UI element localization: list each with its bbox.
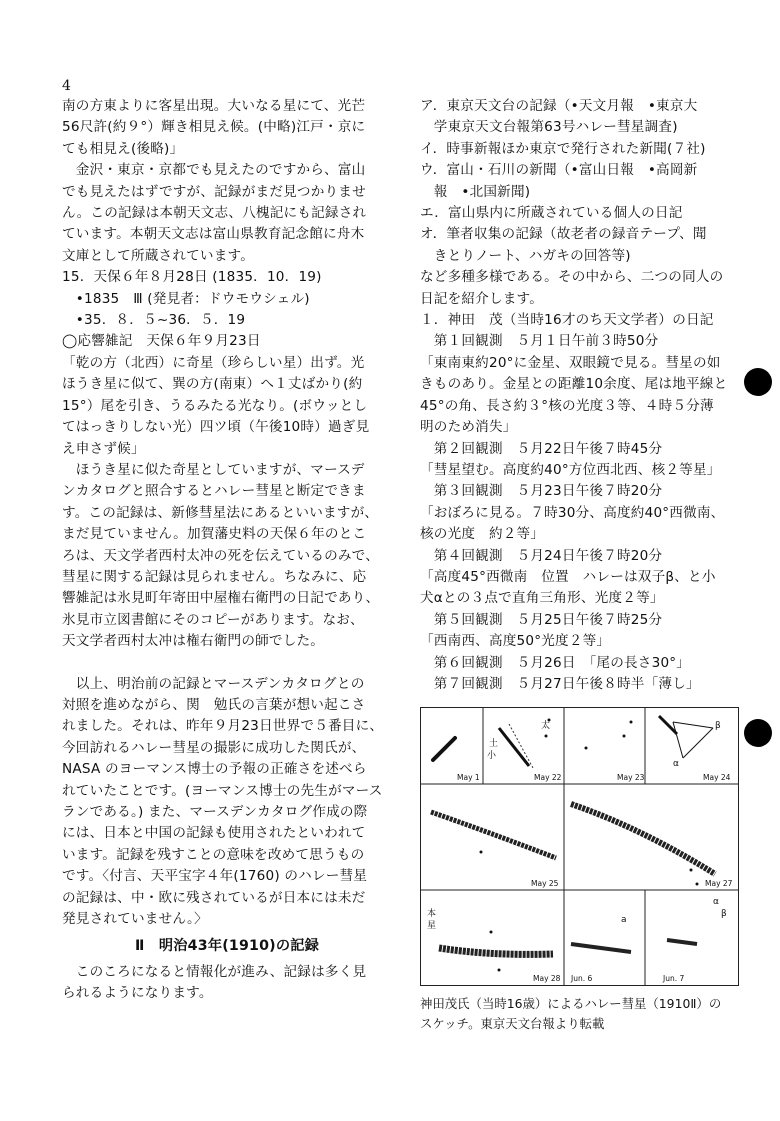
text-line: ん。この記録は本朝天文志、八槐記にも記録され	[62, 205, 367, 222]
text-line: 「西南西、高度50°光度２等」	[420, 633, 611, 650]
comet-may25	[431, 812, 556, 858]
text-line: 発見されていません。〉	[62, 911, 208, 928]
text-line: 響雑記は氷見町年寄田中屋権右衛門の日記であり、	[62, 590, 380, 607]
text-line: ア．東京天文台の記録（•天文月報 •東京大	[420, 98, 698, 114]
text-line: ンカタログと照合するとハレー彗星と断定できま	[62, 483, 366, 500]
text-line: 犬αとの３点で直角三角形、光度２等」	[420, 590, 664, 607]
comet-sketch-figure	[420, 707, 739, 986]
text-line: 「高度45°西微南 位置 ハレーは双子β、と小	[420, 568, 716, 585]
comet-may27	[571, 804, 715, 874]
text-line: 15．天保６年８月28日 (1835．10．19)	[62, 269, 322, 286]
text-line: 日記を紹介します。	[420, 290, 544, 307]
sketch-alpha-1: α	[673, 759, 679, 769]
left-text-block	[62, 96, 392, 930]
text-line: 「乾の方（北西）に奇星（珍らしい星）出ず。光	[62, 354, 365, 371]
text-line: １．神田 茂（当時16才のち天文学者）の日記	[420, 312, 714, 329]
sketch-alpha-3: α	[713, 897, 719, 907]
text-line: このころになると情報化が進み、記録は多く見	[62, 963, 367, 980]
text-line: でも見えたはずですが、記録がまだ見つかりませ	[62, 183, 366, 200]
comet-jun6	[571, 944, 631, 952]
text-line: には、日本と中国の記録も使用されたといわれて	[62, 825, 366, 842]
text-line: 核の光度 約２等」	[420, 526, 545, 543]
text-line: オ．筆者収集の記録（故老者の録音テープ、聞	[420, 226, 707, 243]
text-line: ウ．富山・石川の新聞（•富山日報 •高岡新	[420, 162, 698, 179]
text-line: •1835 Ⅲ (発見者：ドウモウシェル)	[62, 290, 310, 307]
text-line: 第５回観測 ５月25日午後７時25分	[420, 611, 663, 628]
text-line: す。この記録は、新修彗星法にあるといいますが、	[62, 504, 379, 521]
panel-label-may23: May 23	[617, 773, 645, 782]
triangle-may24	[659, 716, 713, 758]
text-line: 第１回観測 ５月１日午前３時50分	[420, 333, 659, 350]
text-line: など多種多様である。その中から、二つの同人の	[420, 269, 724, 286]
sketch-char-3: 太	[541, 721, 551, 731]
text-line: 「彗星望む。高度約40°方位西北西、核２等星」	[420, 461, 721, 478]
panel-label-may1: May 1	[457, 773, 480, 782]
text-line: 第７回観測 ５月27日午後８時半「薄し」	[420, 675, 700, 692]
text-line: エ．富山県内に所蔵されている個人の日記	[420, 205, 683, 222]
text-line: ほうき星に似た奇星としていますが、マースデ	[62, 461, 365, 478]
text-line: •35．８．５~36．５．19	[62, 312, 246, 329]
binder-hole-1	[744, 368, 772, 396]
text-line: 56尺許(約９°）輝き相見え候。(中略)江戸・京に	[62, 119, 366, 136]
text-line: てはっきりしない光）四ツ頃（午後10時）過ぎ見	[62, 419, 370, 436]
sketch-beta-1: β	[715, 721, 721, 731]
text-line: ほうき星に似て、巽の方(南東）へ１丈ばかり(約	[62, 376, 363, 393]
caption-line: スケッチ。東京天文台報より転載	[420, 1016, 605, 1031]
comet-may22	[499, 728, 529, 766]
page-number: 4	[62, 78, 71, 94]
text-line: きものあり。金星との距離10余度、尾は地平線と	[420, 376, 728, 393]
panel-label-may24: May 24	[703, 773, 731, 782]
text-line: え申さず候」	[62, 440, 145, 457]
sketch-char-2: 小	[487, 751, 497, 761]
comet-jun7	[667, 940, 697, 944]
sketch-char-5: 星	[427, 921, 437, 931]
right-text-block	[420, 96, 736, 695]
section-heading: Ⅱ 明治43年(1910)の記録	[134, 938, 320, 955]
text-line: 「東南東約20°に金星、双眼鏡で見る。彗星の如	[420, 354, 721, 371]
sketch-char-4: 本	[427, 909, 437, 919]
comet-may1	[433, 738, 455, 760]
text-line: ランである。) また、マースデンカタログ作成の際	[62, 804, 368, 820]
text-line: 氷見市立図書館にそのコピーがあります。なお、	[62, 611, 364, 628]
comet-sketch-svg	[421, 708, 738, 985]
text-line: れました。それは、昨年９月23日世界で５番目に、	[62, 718, 384, 735]
text-line: 報 •北国新聞)	[420, 183, 531, 200]
panel-label-may22: May 22	[534, 773, 562, 782]
panel-label-may25: May 25	[531, 879, 559, 888]
text-line: イ．時事新報ほか東京で発行された新聞(７社)	[420, 140, 706, 157]
figure-caption	[420, 994, 738, 1034]
text-line: ています。本朝天文志は富山県教育記念館に舟木	[62, 226, 365, 243]
text-line: います。記録を残すことの意味を改めて思うもの	[62, 846, 365, 863]
right-column	[420, 96, 736, 695]
text-line: ◯応響雑記 天保６年９月23日	[62, 333, 261, 350]
comet-may28	[439, 948, 553, 954]
text-line: きとりノート、ハガキの回答等)	[420, 247, 631, 264]
text-line: 45°の角、長さ約３°核の光度３等、４時５分薄	[420, 397, 714, 414]
panel-label-jun6: Jun. 6	[571, 974, 593, 983]
text-line: の記録は、中・欧に残されているが日本には未だ	[62, 889, 366, 906]
text-line: 第４回観測 ５月24日午後７時20分	[420, 547, 663, 564]
text-line: 今回訪れるハレー彗星の撮影に成功した関氏が、	[62, 739, 366, 756]
left-column	[62, 96, 392, 1005]
text-line: 第６回観測 ５月26日 「尾の長さ30°」	[420, 654, 691, 671]
text-line: です。〈付言、天平宝字４年(1760) のハレー彗星	[62, 868, 368, 885]
text-line: 天文学者西村太冲は権右衛門の師でした。	[62, 633, 325, 650]
binder-hole-2	[744, 719, 772, 747]
panel-label-jun7: Jun. 7	[663, 974, 685, 983]
text-line: 南の方東よりに客星出現。大いなる星にて、光芒	[62, 98, 366, 114]
text-line: 対照を進めながら、関 勉氏の言葉が想い起こさ	[62, 696, 366, 713]
sketch-char-1: 土	[489, 739, 499, 749]
text-line: NASA のヨーマンス博士の予報の正確さを述べら	[62, 761, 367, 778]
text-line: 学東京天文台報第63号ハレー彗星調査)	[420, 119, 678, 136]
panel-label-may28: May 28	[533, 974, 561, 983]
text-line: 「おぼろに見る。７時30分、高度約40°西微南、	[420, 504, 725, 521]
text-line: ても相見え(後略)」	[62, 140, 184, 157]
text-line: 第２回観測 ５月22日午後７時45分	[420, 440, 663, 457]
text-line: 金沢・東京・京都でも見えたのですから、富山	[62, 162, 366, 179]
caption-line: 神田茂氏（当時16歳）によるハレー彗星（1910Ⅱ）の	[420, 996, 722, 1011]
text-line: 以上、明治前の記録とマースデンカタログとの	[62, 675, 365, 692]
text-line: 明のため消失」	[420, 419, 517, 436]
text-line	[62, 653, 392, 674]
sketch-alpha-2: a	[621, 915, 627, 925]
text-line: 第３回観測 ５月23日午後７時20分	[420, 483, 663, 500]
panel-label-may27: May 27	[705, 879, 733, 888]
text-line: 文庫として所蔵されています。	[62, 247, 255, 264]
text-line: 彗星に関する記録は見られません。ちなみに、応	[62, 568, 367, 585]
text-line: 15°）尾を引き、うるみたる光なり。(ボウッとし	[62, 397, 368, 414]
text-line: れていたことです。(ヨーマンス博士の先生がマース	[62, 782, 383, 799]
text-line: られるようになります。	[62, 985, 213, 1002]
left-tail-block	[62, 962, 392, 1005]
text-line: ろは、天文学者西村太冲の死を伝えているのみで、	[62, 547, 379, 564]
sketch-beta-2: β	[721, 909, 727, 919]
text-line: まだ見ていません。加賀藩史料の天保６年のとこ	[62, 526, 367, 543]
comet-may23	[585, 747, 588, 750]
